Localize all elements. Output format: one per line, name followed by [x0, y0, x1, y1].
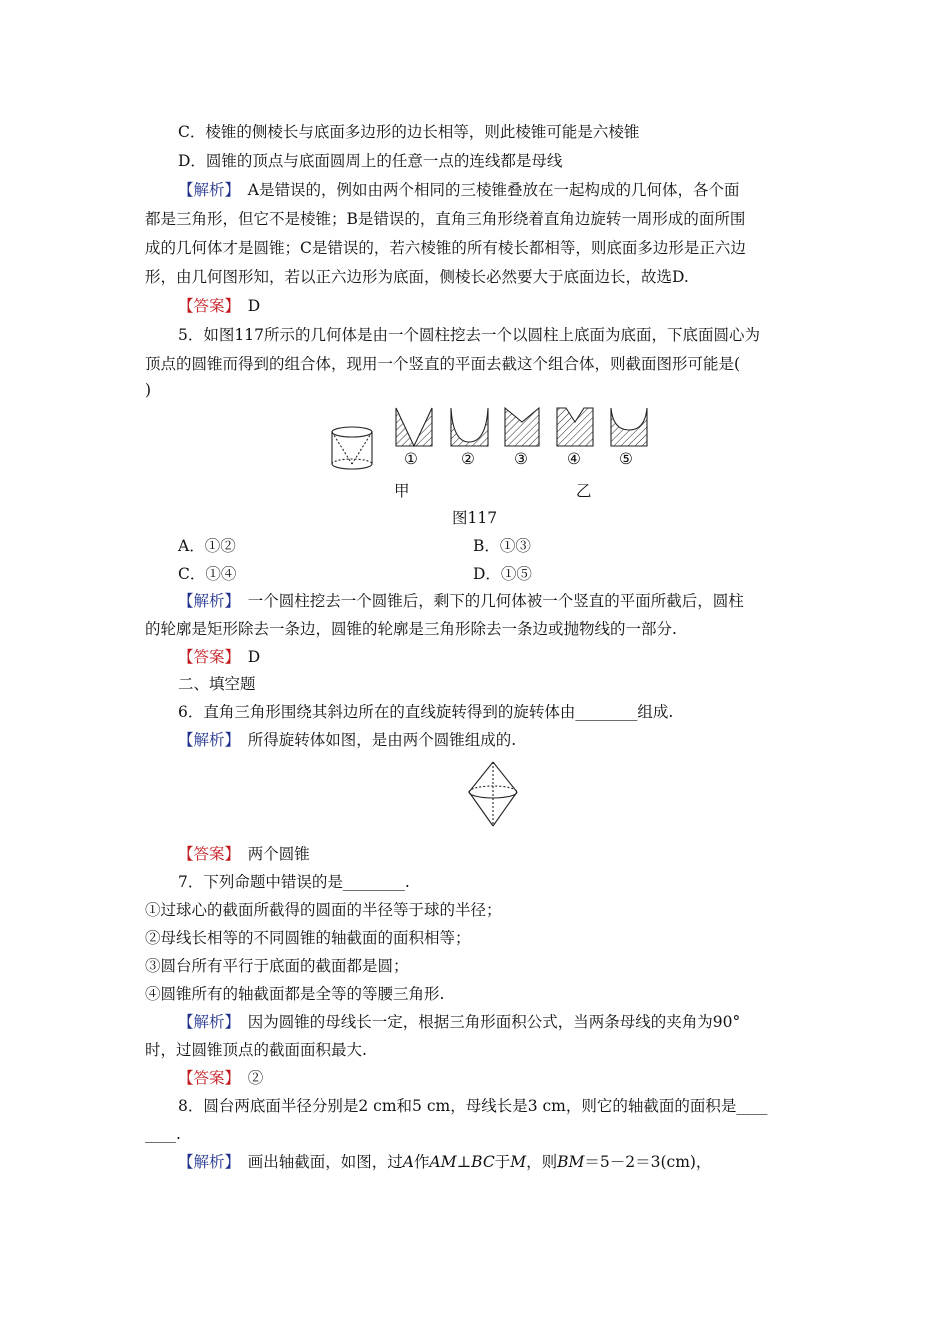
question-5-text: 5．如图117所示的几何体是由一个圆柱挖去一个以圆柱上底面为底面，下底面圆心为 — [178, 326, 760, 344]
section-shape-4 — [557, 408, 593, 446]
answer-text: ② — [232, 1069, 264, 1087]
analysis-tag: 【解析】 — [178, 592, 233, 610]
analysis-text: ＝5－2＝3(cm)， — [584, 1153, 712, 1171]
figure-label-4: ④ — [567, 450, 581, 468]
answer-line — [178, 296, 260, 316]
text-line: 的轮廓是矩形除去一条边，圆锥的轮廓是三角形除去一条边或抛物线的一部分. — [145, 620, 677, 638]
statement-1: ①过球心的截面所截得的圆面的半径等于球的半径； — [145, 901, 502, 919]
answer-text: 两个圆锥 — [232, 845, 310, 863]
answer-tag: 【答案】 — [178, 297, 233, 315]
question-8-text: 8．圆台两底面半径分别是2 cm和5 cm，母线长是3 cm，则它的轴截面的面积是____ — [178, 1097, 768, 1115]
figure-117 — [320, 400, 660, 500]
analysis-text: 一个圆柱挖去一个圆锥后，剩下的几何体被一个竖直的平面所截后，圆柱 — [232, 592, 744, 610]
figure-label-5: ⑤ — [619, 450, 633, 468]
section-heading: 二、填空题 — [178, 675, 256, 693]
text-line: 成的几何体才是圆锥；C是错误的，若六棱锥的所有棱长都相等，则底面多边形是正六边 — [145, 239, 746, 257]
perp-symbol: ⊥ — [456, 1153, 472, 1171]
analysis-text: 于 — [494, 1153, 511, 1171]
statement-4: ④圆锥所有的轴截面都是全等的等腰三角形. — [145, 985, 445, 1003]
point-m: M — [510, 1153, 527, 1171]
analysis-paragraph — [178, 1012, 740, 1032]
analysis-tag: 【解析】 — [178, 1153, 233, 1171]
figure-label-2: ② — [461, 450, 475, 468]
text-line: 时，过圆锥顶点的截面面积最大. — [145, 1041, 367, 1059]
answer-tag: 【答案】 — [178, 648, 233, 666]
text-line: ) — [145, 381, 152, 399]
analysis-tag: 【解析】 — [178, 1013, 233, 1031]
answer-tag: 【答案】 — [178, 845, 233, 863]
answer-tag: 【答案】 — [178, 1069, 233, 1087]
section-shape-2 — [451, 408, 488, 446]
figure-caption: 图117 — [452, 509, 498, 527]
analysis-text: ，则 — [526, 1153, 558, 1171]
text-line: 形，由几何图形知，若以正六边形为底面，侧棱长必然要大于底面边长，故选D. — [145, 268, 689, 286]
statement-2: ②母线长相等的不同圆锥的轴截面的面积相等； — [145, 929, 471, 947]
answer-line — [178, 1068, 263, 1088]
section-shape-3 — [505, 408, 539, 446]
segment-am: AM — [429, 1153, 457, 1171]
answer-line — [178, 647, 260, 667]
option-c: C．①④ — [178, 565, 237, 583]
option-b: B．①③ — [473, 537, 531, 555]
segment-bm: BM — [557, 1153, 585, 1171]
analysis-paragraph — [178, 730, 516, 750]
analysis-paragraph — [178, 180, 739, 200]
text-line: 都是三角形，但它不是棱锥；B是错误的，直角三角形绕着直角边旋转一周形成的面所围 — [145, 210, 746, 228]
figure-label-1: ① — [404, 450, 418, 468]
figure-jia-label: 甲 — [394, 482, 410, 500]
section-shape-1 — [396, 408, 432, 446]
double-cone-figure — [463, 758, 523, 832]
text-line: ____. — [145, 1125, 181, 1143]
section-shape-5 — [611, 408, 647, 446]
option-d: D．①⑤ — [473, 565, 532, 583]
answer-text: D — [232, 297, 261, 315]
analysis-tag: 【解析】 — [178, 731, 233, 749]
option-a: A．①② — [178, 537, 236, 555]
segment-bc: BC — [471, 1153, 495, 1171]
analysis-text: 因为圆锥的母线长一定，根据三角形面积公式，当两条母线的夹角为90° — [232, 1013, 741, 1031]
analysis-text: 所得旋转体如图，是由两个圆锥组成的. — [232, 731, 517, 749]
figure-label-3: ③ — [514, 450, 528, 468]
question-7-text: 7．下列命题中错误的是________. — [178, 873, 410, 891]
analysis-paragraph — [178, 1152, 711, 1172]
analysis-tag: 【解析】 — [178, 181, 233, 199]
cylinder-cone-solid — [332, 427, 372, 469]
option-c-text: C．棱锥的侧棱长与底面多边形的边长相等，则此棱锥可能是六棱锥 — [178, 123, 640, 141]
point-a: A — [402, 1153, 414, 1171]
answer-text: D — [232, 648, 261, 666]
question-6-text: 6．直角三角形围绕其斜边所在的直线旋转得到的旋转体由________组成. — [178, 703, 674, 721]
option-d-text: D．圆锥的顶点与底面圆周上的任意一点的连线都是母线 — [178, 152, 563, 170]
analysis-paragraph — [178, 591, 744, 611]
analysis-text: 作 — [413, 1153, 430, 1171]
figure-yi-label: 乙 — [576, 482, 592, 500]
analysis-text: 画出轴截面，如图，过 — [232, 1153, 403, 1171]
analysis-text: A是错误的，例如由两个相同的三棱锥叠放在一起构成的几何体，各个面 — [232, 181, 740, 199]
text-line: 顶点的圆锥而得到的组合体，现用一个竖直的平面去截这个组合体，则截面图形可能是( — [145, 355, 741, 373]
statement-3: ③圆台所有平行于底面的截面都是圆； — [145, 957, 409, 975]
answer-line — [178, 844, 310, 864]
